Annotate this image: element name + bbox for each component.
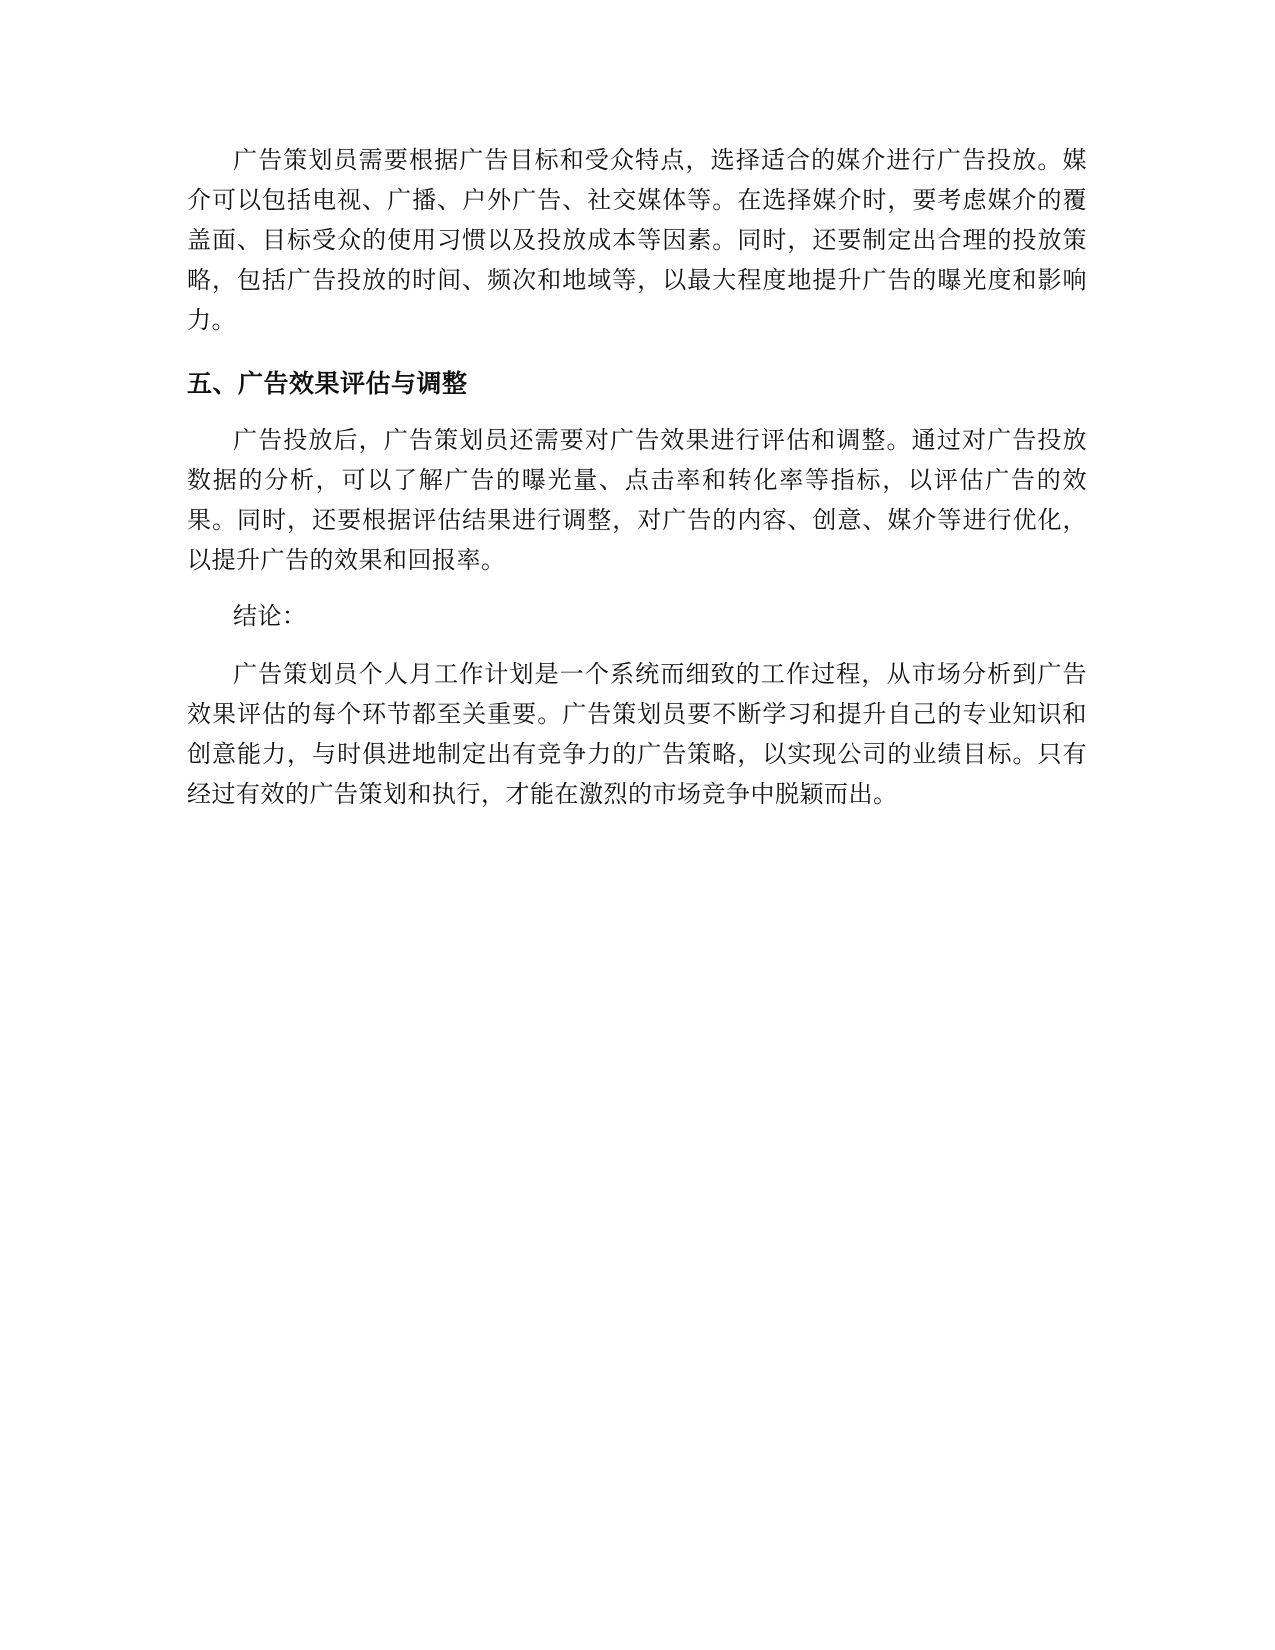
paragraph-conclusion: 广告策划员个人月工作计划是一个系统而细致的工作过程，从市场分析到广告效果评估的每个环节都至关重要。广告策划员要不断学习和提升自己的专业知识和创意能力，与时俱进地制定出有竞争力的广告策略，以实现公司的业绩目标。只有经过有效的广告策划和执行，才能在激烈的市场竞争中脱颖而出。	[187, 660, 1087, 808]
paragraph-ad-evaluation: 广告投放后，广告策划员还需要对广告效果进行评估和调整。通过对广告投放数据的分析，可以了解广告的曝光量、点击率和转化率等指标，以评估广告的效果。同时，还要根据评估结果进行调整，对广告的内容、创意、媒介等进行优化，以提升广告的效果和回报率。	[187, 426, 1087, 574]
conclusion-label: 结论：	[233, 602, 307, 630]
paragraph-media-selection: 广告策划员需要根据广告目标和受众特点，选择适合的媒介进行广告投放。媒介可以包括电视、广播、户外广告、社交媒体等。在选择媒介时，要考虑媒介的覆盖面、目标受众的使用习惯以及投放成本等因素。同时，还要制定出合理的投放策略，包括广告投放的时间、频次和地域等，以最大程度地提升广告的曝光度和影响力。	[187, 146, 1087, 334]
section-heading-ad-evaluation: 五、广告效果评估与调整	[187, 369, 468, 398]
document-body	[187, 140, 1087, 814]
